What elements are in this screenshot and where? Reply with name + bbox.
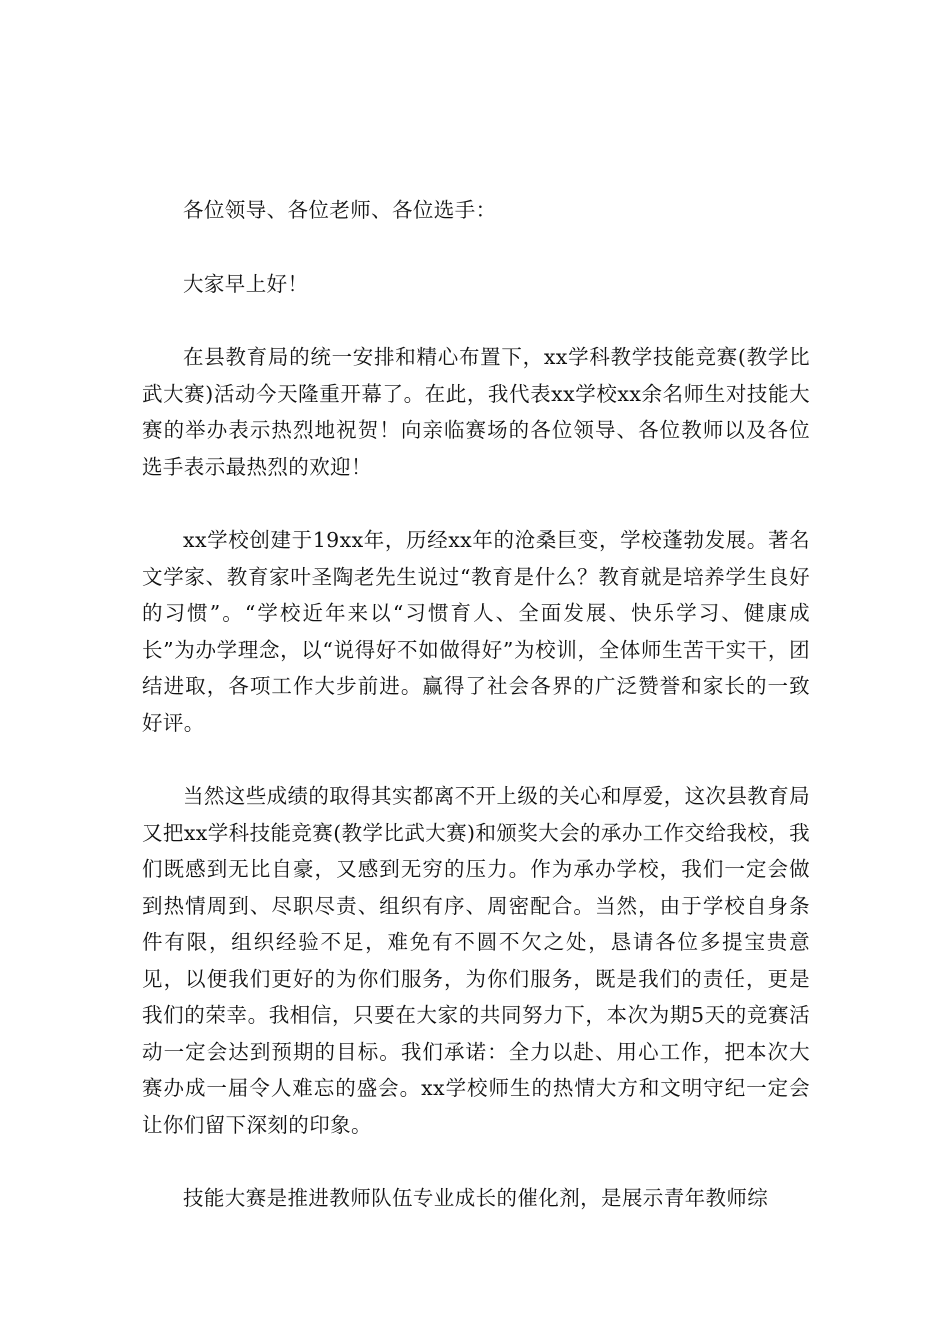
greeting-paragraph: 大家早上好！ (183, 271, 309, 296)
host-commitment-paragraph: 当然这些成绩的取得其实都离不开上级的关心和厚爱，这次县教育局又把xx学科技能竞赛(教学比武大赛)和颁奖大会的承办工作交给我校，我们既感到无比自豪，又感到无穷的压力。作为承办学校，我们一定会做到热情周到、尽职尽责、组织有序、周密配合。当然，由于学校自身条件有限，组织经验不足，难免有不圆不欠之处，恳请各位多提宝贵意见，以便我们更好的为你们服务，为你们服务，既是我们的责任，更是我们的荣幸。我相信，只要在大家的共同努力下，本次为期5天的竞赛活动一定会达到预期的目标。我们承诺：全力以赴、用心工作，把本次大赛办成一届令人难忘的盛会。xx学校师生的热情大方和文明守纪一定会让你们留下深刻的印象。 (142, 784, 810, 1137)
competition-purpose-paragraph: 技能大赛是推进教师队伍专业成长的催化剂，是展示青年教师综 (183, 1186, 769, 1210)
salutation-paragraph: 各位领导、各位老师、各位选手： (183, 198, 497, 222)
opening-paragraph: 在县教育局的统一安排和精心布置下，xx学科教学技能竞赛(教学比武大赛)活动今天隆重开幕了。在此，我代表xx学校xx余名师生对技能大赛的举办表示热烈地祝贺！向亲临赛场的各位领导、各位教师以及各位选手表示最热烈的欢迎！ (142, 345, 810, 479)
school-intro-paragraph: xx学校创建于19xx年，历经xx年的沧桑巨变，学校蓬勃发展。著名文学家、教育家叶圣陶老先生说过“教育是什么？教育就是培养学生良好的习惯”。“学校近年来以“习惯育人、全面发展、快乐学习、健康成长”为办学理念，以“说得好不如做得好”为校训，全体师生苦干实干，团结进取，各项工作大步前进。赢得了社会各界的广泛赞誉和家长的一致好评。 (142, 528, 810, 735)
document-body (142, 192, 810, 1217)
